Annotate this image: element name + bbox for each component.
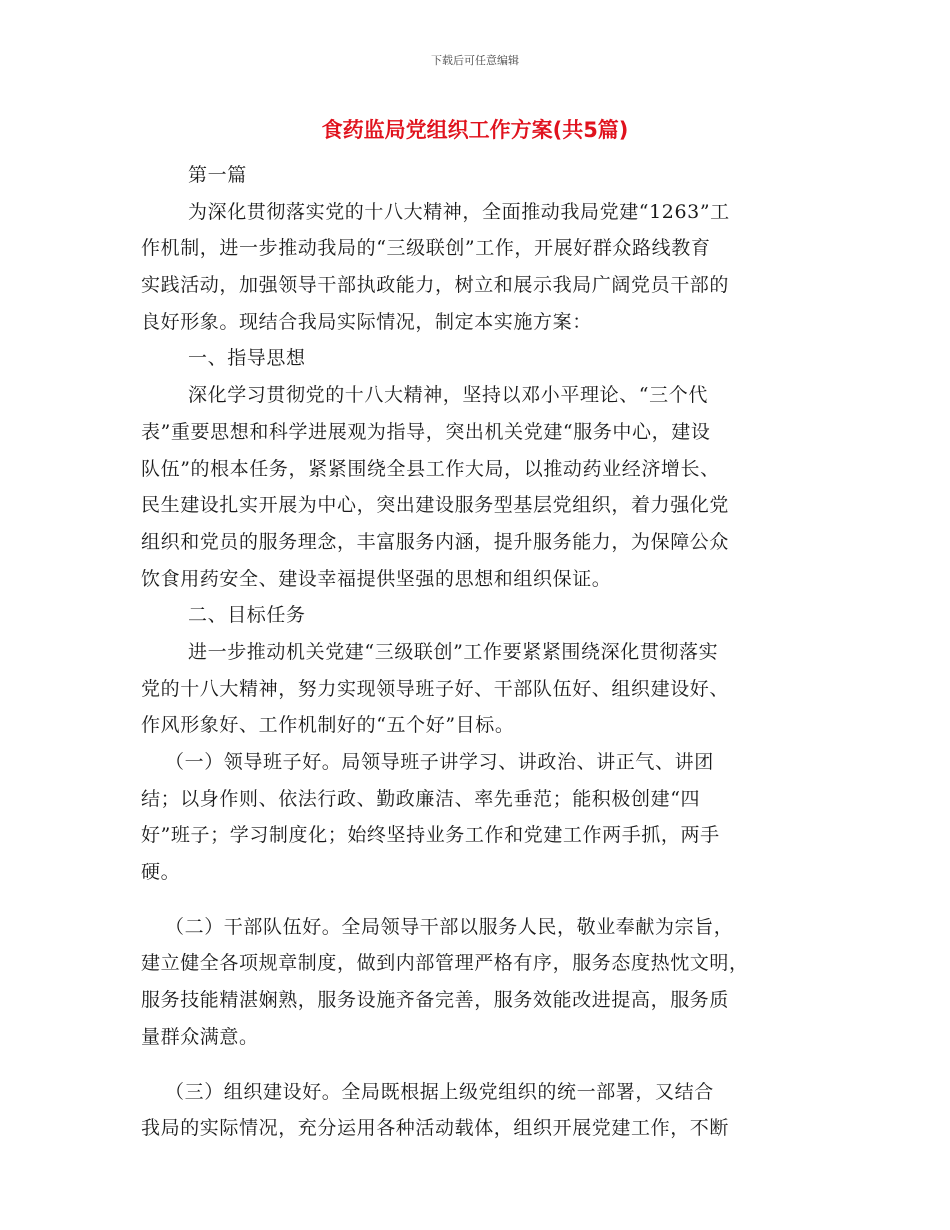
text-line: 作机制，进一步推动我局的“三级联创”工作，开展好群众路线教育 — [141, 237, 711, 260]
text-line: 二、目标任务 — [188, 604, 306, 627]
text-line: 组织和党员的服务理念，丰富服务内涵，提升服务能力，为保障公众 — [141, 530, 730, 553]
text-line: （一）领导班子好。局领导班子讲学习、讲政治、讲正气、讲团 — [165, 751, 714, 773]
text-line: 进一步推动机关党建“三级联创”工作要紧紧围绕深化贯彻落实 — [188, 640, 719, 663]
text-line: 建立健全各项规章制度，做到内部管理严格有序，服务态度热忱文明， — [141, 952, 749, 975]
body-text — [141, 157, 801, 1147]
text-line: 作风形象好、工作机制好的“五个好”目标。 — [141, 714, 515, 737]
document-title: 食药监局党组织工作方案(共5篇) — [321, 118, 629, 142]
text-line: 第一篇 — [188, 164, 247, 186]
header-note: 下载后可任意编辑 — [431, 54, 519, 67]
text-line: 好”班子；学习制度化；始终坚持业务工作和党建工作两手抓，两手 — [141, 824, 720, 847]
text-line: 实践活动，加强领导干部执政能力，树立和展示我局广阔党员干部的 — [141, 274, 730, 297]
text-line: 深化学习贯彻党的十八大精神，坚持以邓小平理论、“三个代 — [188, 384, 708, 407]
text-line: （三）组织建设好。全局既根据上级党组织的统一部署，又结合 — [165, 1080, 714, 1103]
text-line: （二）干部队伍好。全局领导干部以服务人民，敬业奉献为宗旨， — [165, 915, 734, 938]
text-line: 结；以身作则、依法行政、勤政廉洁、率先垂范；能积极创建“四 — [141, 787, 701, 810]
text-line: 民生建设扎实开展为中心，突出建设服务型基层党组织，着力强化党 — [141, 494, 730, 517]
text-line: 我局的实际情况，充分运用各种活动载体，组织开展党建工作，不断 — [141, 1117, 730, 1140]
text-line: 硬。 — [141, 861, 181, 884]
paragraph-gap — [141, 1056, 801, 1074]
text-line: 表”重要思想和科学进展观为指导，突出机关党建“服务中心，建设 — [141, 420, 711, 443]
text-line: 良好形象。现结合我局实际情况，制定本实施方案： — [141, 310, 592, 333]
text-line: 党的十八大精神，努力实现领导班子好、干部队伍好、组织建设好、 — [141, 677, 730, 700]
paragraph-gap — [141, 891, 801, 909]
text-line: 量群众满意。 — [141, 1025, 259, 1048]
text-line: 一、指导思想 — [188, 347, 306, 370]
text-line: 服务技能精湛娴熟，服务设施齐备完善，服务效能改进提高，服务质 — [141, 989, 730, 1012]
text-line: 饮食用药安全、建设幸福提供坚强的思想和组织保证。 — [141, 567, 612, 590]
text-line: 队伍”的根本任务，紧紧围绕全县工作大局，以推动药业经济增长、 — [141, 457, 720, 480]
text-line: 为深化贯彻落实党的十八大精神，全面推动我局党建“1263”工 — [188, 200, 730, 223]
